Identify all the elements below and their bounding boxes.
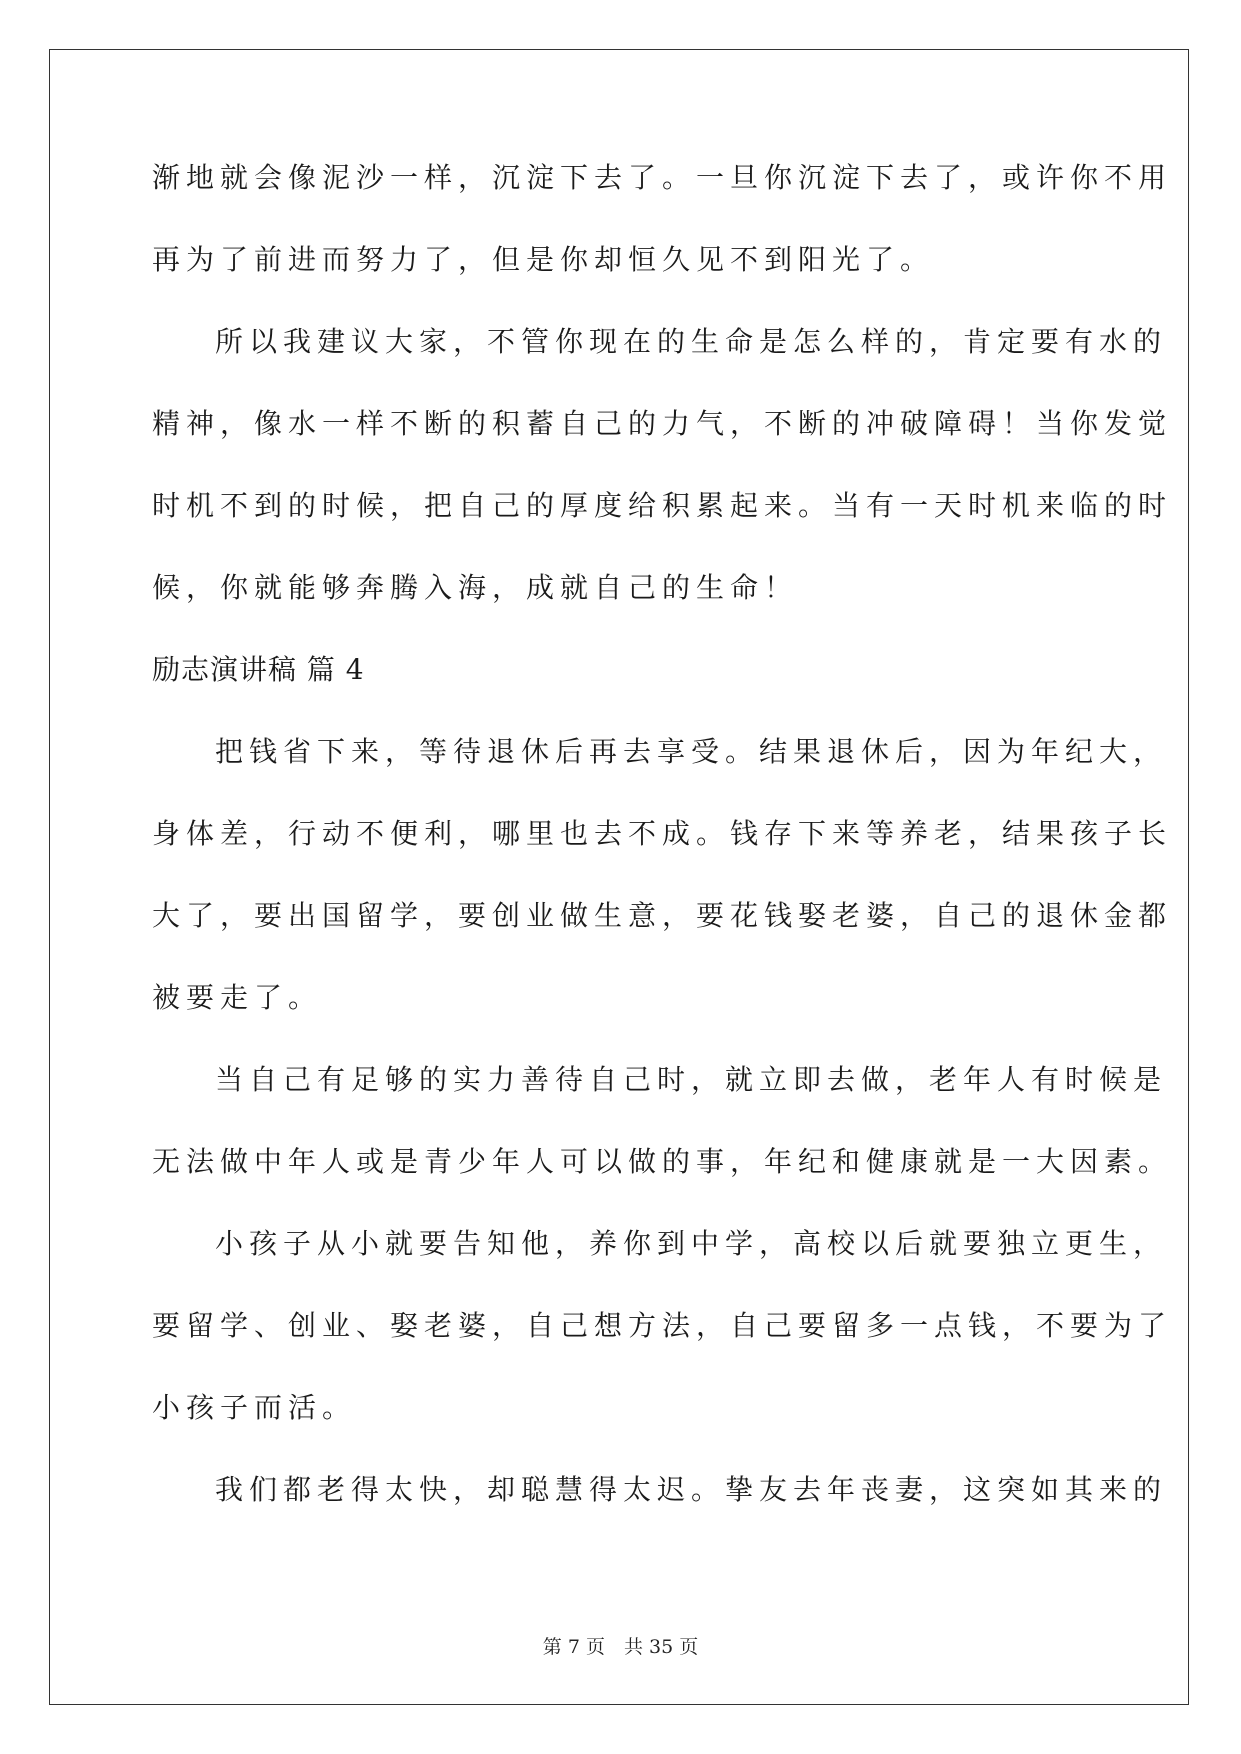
paragraph-line: 我们都老得太快，却聪慧得太迟。挚友去年丧妻，这突如其来的 <box>215 1473 1168 1506</box>
paragraph-line: 小孩子而活。 <box>152 1391 357 1424</box>
paragraph-line: 所以我建议大家，不管你现在的生命是怎么样的，肯定要有水的 <box>215 325 1168 358</box>
paragraph-line: 把钱省下来，等待退休后再去享受。结果退休后，因为年纪大， <box>215 735 1168 768</box>
paragraph-line: 大了，要出国留学，要创业做生意，要花钱娶老婆，自己的退休金都 <box>152 899 1173 932</box>
document-body <box>152 158 1173 1552</box>
paragraph-line: 身体差，行动不便利，哪里也去不成。钱存下来等养老，结果孩子长 <box>152 817 1173 850</box>
paragraph-line: 渐地就会像泥沙一样，沉淀下去了。一旦你沉淀下去了，或许你不用 <box>152 161 1173 194</box>
paragraph-line: 精神，像水一样不断的积蓄自己的力气，不断的冲破障碍！当你发觉 <box>152 407 1173 440</box>
paragraph-line: 时机不到的时候，把自己的厚度给积累起来。当有一天时机来临的时 <box>152 489 1173 522</box>
page-number-footer: 第 7 页 共 35 页 <box>542 1636 699 1658</box>
paragraph-line: 要留学、创业、娶老婆，自己想方法，自己要留多一点钱，不要为了 <box>152 1309 1173 1342</box>
section-heading: 励志演讲稿 篇 4 <box>152 653 365 686</box>
paragraph-line: 候，你就能够奔腾入海，成就自己的生命！ <box>152 571 799 604</box>
paragraph-line: 当自己有足够的实力善待自己时，就立即去做，老年人有时候是 <box>215 1063 1168 1096</box>
paragraph-line: 无法做中年人或是青少年人可以做的事，年纪和健康就是一大因素。 <box>152 1145 1173 1178</box>
paragraph-line: 再为了前进而努力了，但是你却恒久见不到阳光了。 <box>152 243 935 276</box>
paragraph-line: 小孩子从小就要告知他，养你到中学，高校以后就要独立更生， <box>215 1227 1168 1260</box>
paragraph-line: 被要走了。 <box>152 981 323 1014</box>
